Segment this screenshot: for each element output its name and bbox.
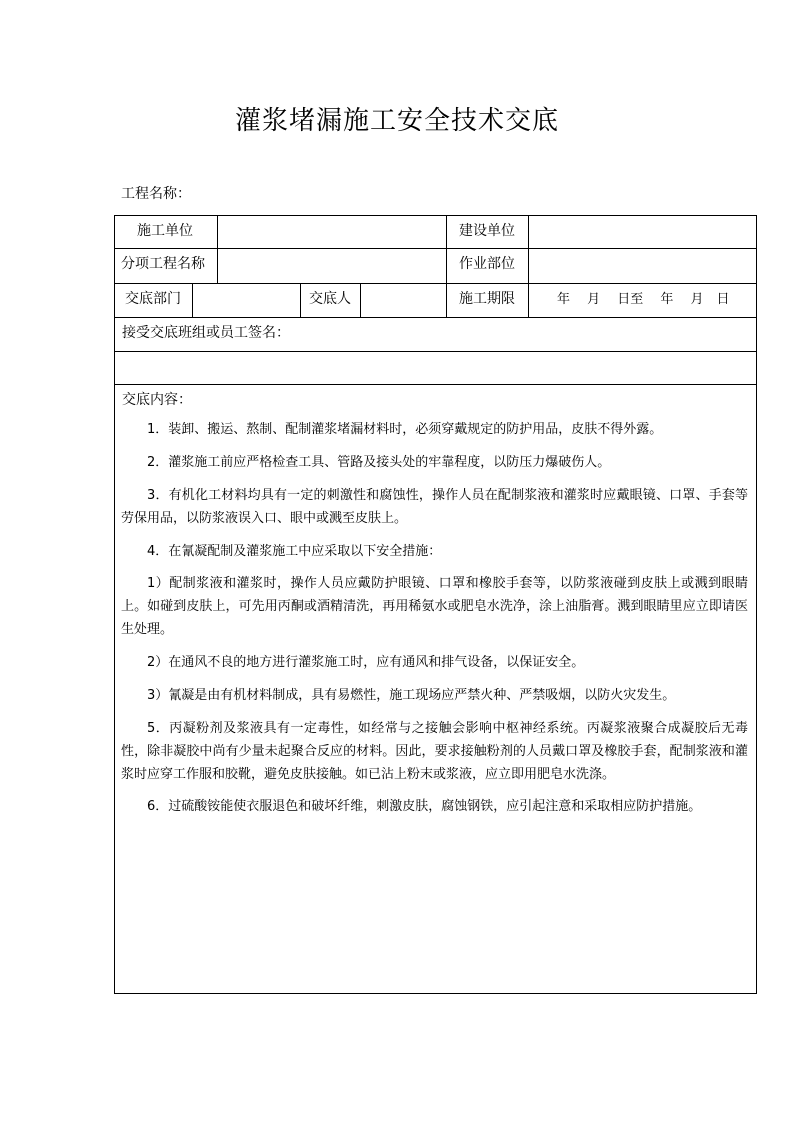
sub-project-label: 分项工程名称 <box>115 249 218 283</box>
row-units <box>115 216 756 249</box>
discloser-field[interactable] <box>361 284 447 317</box>
content-label: 交底内容： <box>122 392 192 408</box>
disclosure-dept-label: 交底部门 <box>115 284 193 317</box>
builder-unit-field[interactable] <box>529 216 756 248</box>
construction-unit-label: 施工单位 <box>115 216 218 248</box>
construction-unit-field[interactable] <box>218 216 447 248</box>
signature-label: 接受交底班组或员工签名： <box>122 325 290 341</box>
row-signature-label <box>115 318 756 352</box>
period-field[interactable]: 年 月 日至 年 月 日 <box>557 292 730 307</box>
work-location-label: 作业部位 <box>447 249 529 283</box>
content-paragraph-2: 2．灌浆施工前应严格检查工具、管路及接头处的牢靠程度，以防压力爆破伤人。 <box>147 455 611 470</box>
content-paragraph-4-2: 2）在通风不良的地方进行灌浆施工时，应有通风和排气设备，以保证安全。 <box>147 655 585 670</box>
disclosure-content-area <box>115 385 756 993</box>
discloser-label: 交底人 <box>301 284 361 317</box>
content-paragraph-5: 5．丙凝粉剂及浆液具有一定毒性，如经常与之接触会影响中枢神经系统。丙凝浆液聚合成凝胶后无毒性，除非凝胶中尚有少量未起聚合反应的材料。因此，要求接触粉剂的人员戴口罩及橡胶手套，配制浆液和灌浆时应穿工作服和胶靴，避免皮肤接触。如已沾上粉末或浆液，应立即用肥皂水洗涤。 <box>121 721 748 782</box>
disclosure-form-table <box>114 215 757 994</box>
row-disclosure <box>115 284 756 318</box>
period-label: 施工期限 <box>447 284 529 317</box>
disclosure-dept-field[interactable] <box>193 284 301 317</box>
content-paragraph-4-1: 1）配制浆液和灌浆时，操作人员应戴防护眼镜、口罩和橡胶手套等，以防浆液碰到皮肤上或溅到眼睛上。如碰到皮肤上，可先用丙酮或酒精清洗，再用稀氨水或肥皂水洗净，涂上油脂膏。溅到眼睛里应立即请医生处理。 <box>121 576 748 637</box>
sub-project-field[interactable] <box>218 249 447 283</box>
content-paragraph-4: 4．在氰凝配制及灌浆施工中应采取以下安全措施： <box>147 544 442 559</box>
row-subproject <box>115 249 756 284</box>
project-name-label: 工程名称： <box>121 186 191 202</box>
content-paragraph-6: 6．过硫酸铵能使衣服退色和破坏纤维，刺激皮肤，腐蚀钢铁，应引起注意和采取相应防护措施。 <box>147 799 702 814</box>
content-paragraph-4-3: 3）氰凝是由有机材料制成，具有易燃性，施工现场应严禁火种、严禁吸烟，以防火灾发生。 <box>147 688 676 703</box>
signature-field[interactable] <box>115 352 756 385</box>
page-title: 灌浆堵漏施工安全技术交底 <box>234 106 559 136</box>
work-location-field[interactable] <box>529 249 756 283</box>
content-paragraph-3: 3．有机化工材料均具有一定的刺激性和腐蚀性，操作人员在配制浆液和灌浆时应戴眼镜、口罩、手套等劳保用品，以防浆液误入口、眼中或溅至皮肤上。 <box>121 488 748 526</box>
builder-unit-label: 建设单位 <box>447 216 529 248</box>
content-paragraph-1: 1．装卸、搬运、熬制、配制灌浆堵漏材料时，必须穿戴规定的防护用品，皮肤不得外露。 <box>147 422 663 437</box>
